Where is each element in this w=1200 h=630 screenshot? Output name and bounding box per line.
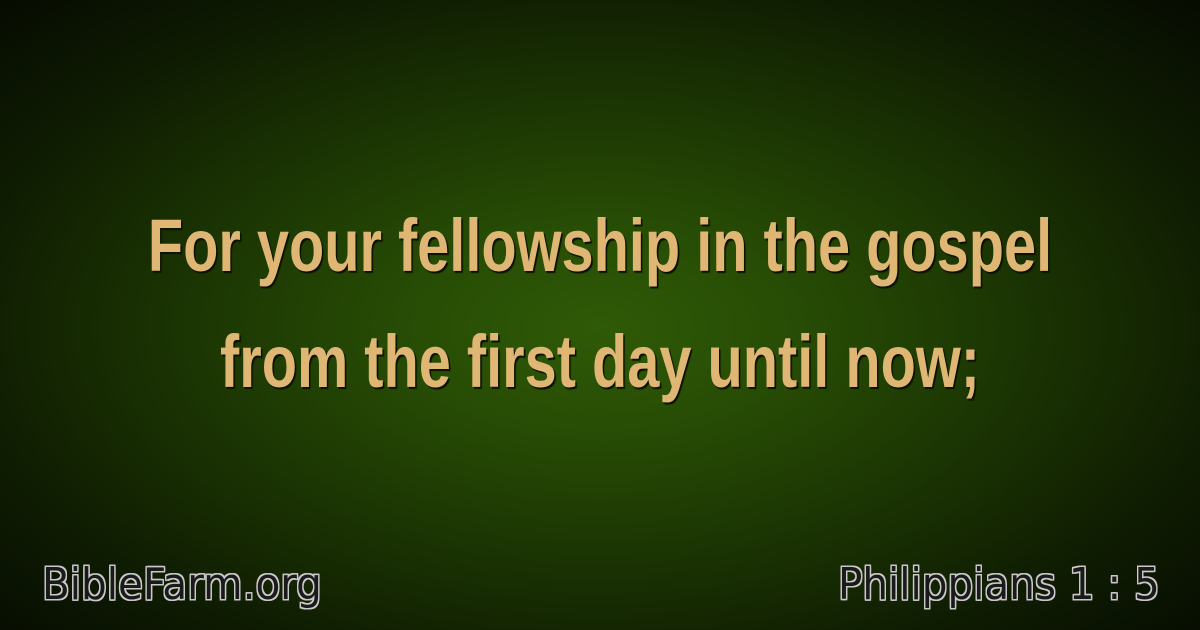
verse-text bbox=[132, 188, 1068, 420]
site-name: BibleFarm.org bbox=[42, 559, 322, 610]
verse-line-2: from the first day until now; bbox=[220, 320, 980, 403]
verse-line-1: For your fellowship in the gospel bbox=[147, 204, 1053, 287]
verse-reference: Philippians 1 : 5 bbox=[838, 559, 1160, 610]
